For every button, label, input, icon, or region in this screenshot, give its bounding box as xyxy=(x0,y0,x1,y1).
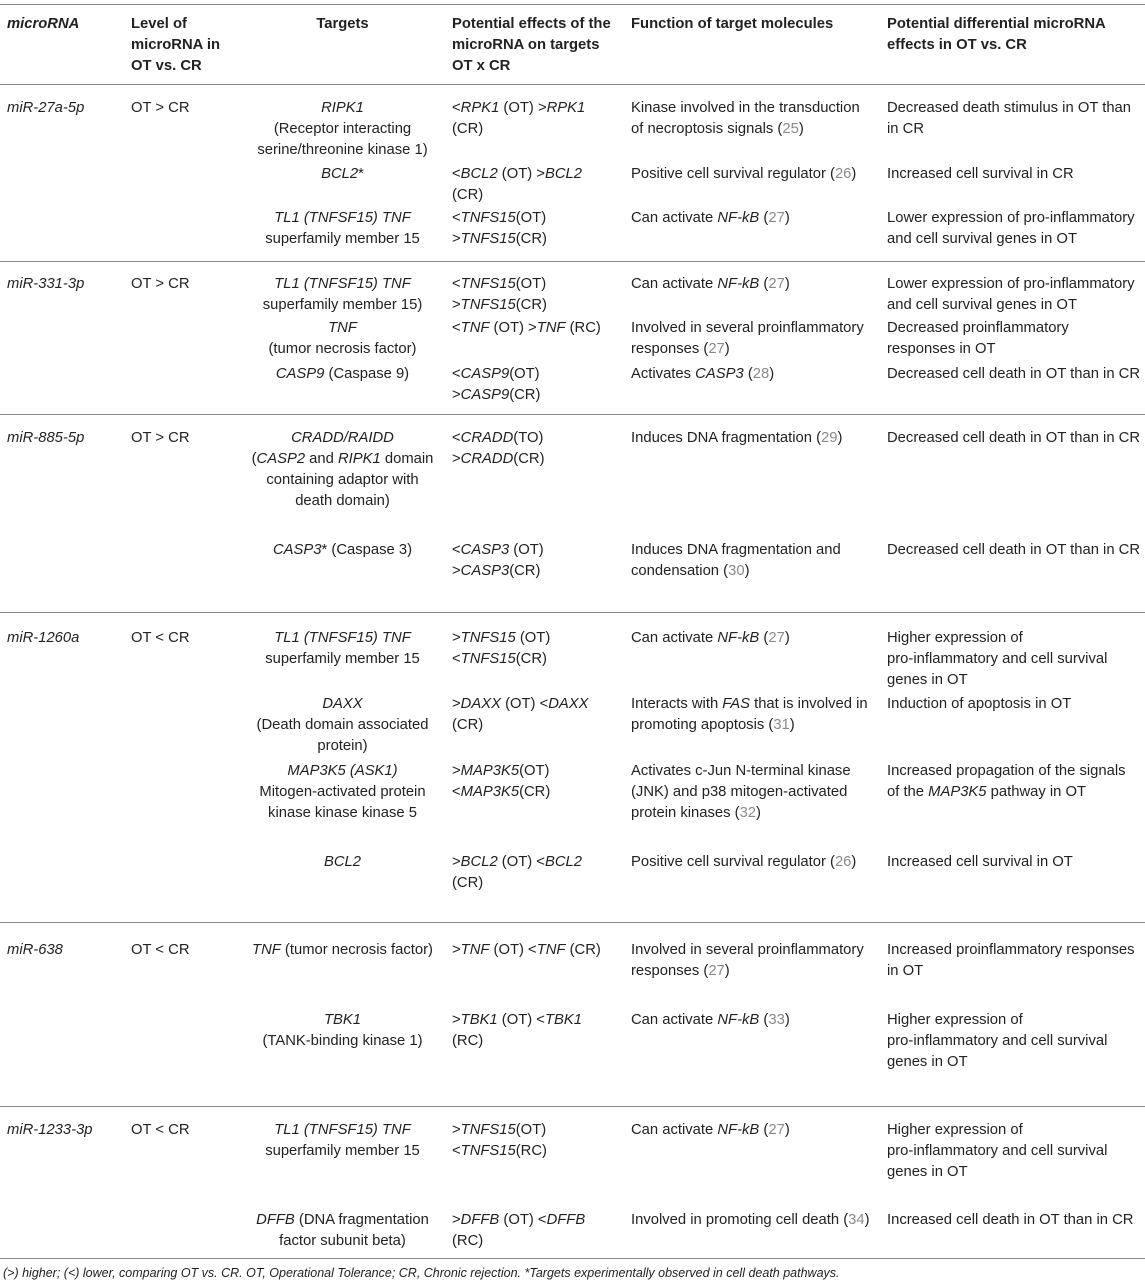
differential-effect-cell-line: in OT xyxy=(887,963,924,979)
differential-effect-cell xyxy=(887,98,1131,140)
function-cell-line: protein kinases (32) xyxy=(631,805,761,821)
function-cell-line: Involved in promoting cell death (34) xyxy=(631,1212,870,1228)
target-cell-line: CRADD/RAIDD xyxy=(291,430,394,446)
effect-cell-line: <CASP3 (OT) xyxy=(452,542,544,558)
target-cell-line: TL1 (TNFSF15) TNF xyxy=(274,210,411,226)
target-cell-line: MAP3K5 (ASK1) xyxy=(287,763,398,779)
reference-number: 27 xyxy=(768,276,785,292)
target-cell-line: containing adaptor with xyxy=(266,472,419,488)
target-cell-line: kinase kinase kinase 5 xyxy=(268,805,417,821)
differential-effect-cell xyxy=(887,274,1135,316)
effect-cell-line: >BCL2 (OT) <BCL2 xyxy=(452,854,582,870)
target-cell-line: superfamily member 15 xyxy=(265,651,420,667)
function-cell xyxy=(631,628,790,649)
target-cell-line: Mitogen-activated protein xyxy=(259,784,426,800)
reference-number: 28 xyxy=(752,366,770,382)
target-cell xyxy=(241,852,444,873)
function-cell-line: Induces DNA fragmentation (29) xyxy=(631,430,843,446)
differential-effect-cell-line: Decreased cell death in OT than in CR xyxy=(887,542,1141,558)
target-cell xyxy=(241,761,444,824)
differential-effect-cell-line: Decreased cell death in OT than in CR xyxy=(887,366,1141,382)
table-rule xyxy=(0,414,1145,415)
differential-effect-cell-line: Higher expression of xyxy=(887,630,1023,646)
differential-effect-cell xyxy=(887,540,1140,561)
differential-effect-cell xyxy=(887,364,1140,385)
differential-effect-cell xyxy=(887,428,1140,449)
function-cell xyxy=(631,940,864,982)
target-cell-line: BCL2 xyxy=(323,854,361,870)
target-cell-line: DAXX xyxy=(322,696,363,712)
table-rule xyxy=(0,922,1145,923)
differential-effect-cell-line: pro-inflammatory and cell survival xyxy=(887,1033,1108,1049)
function-cell-line: condensation (30) xyxy=(631,563,750,579)
effect-cell-line: (CR) xyxy=(452,717,484,733)
target-cell-line: TBK1 xyxy=(323,1012,361,1028)
reference-number: 31 xyxy=(773,717,790,733)
effect-cell xyxy=(452,628,550,670)
differential-effect-cell-line: Lower expression of pro-inflammatory xyxy=(887,210,1135,226)
differential-effect-cell-line: Decreased cell death in OT than in CR xyxy=(887,430,1141,446)
effect-cell xyxy=(452,940,601,961)
effect-cell xyxy=(452,1010,582,1052)
effect-cell-line: (RC) xyxy=(452,1033,484,1049)
effect-cell-line: >TNFS15 (OT) xyxy=(452,630,551,646)
function-cell-line: Involved in several proinflammatory xyxy=(631,942,864,958)
differential-effect-cell xyxy=(887,1010,1107,1073)
differential-effect-cell xyxy=(887,318,1069,360)
effect-cell-line: <TNF (OT) >TNF (RC) xyxy=(452,320,601,336)
target-cell xyxy=(241,628,444,670)
function-cell xyxy=(631,164,856,185)
effect-cell-line: <TNFS15(OT) xyxy=(452,210,547,226)
table-rule xyxy=(0,612,1145,613)
differential-effect-cell-line: genes in OT xyxy=(887,1054,968,1070)
microrna-name: miR-885-5p xyxy=(7,430,85,446)
reference-number: 29 xyxy=(821,430,838,446)
function-cell xyxy=(631,428,842,449)
effect-cell xyxy=(452,428,545,470)
differential-effect-cell-line: Increased proinflammatory responses xyxy=(887,942,1135,958)
effect-cell-line: <TNFS15(RC) xyxy=(452,1143,547,1159)
differential-effect-cell xyxy=(887,628,1107,691)
target-cell xyxy=(241,540,444,561)
function-cell-line: Activates c-Jun N-terminal kinase xyxy=(631,763,851,779)
differential-effect-cell-line: Decreased proinflammatory xyxy=(887,320,1069,336)
effect-cell-line: >DFFB (OT) <DFFB xyxy=(452,1212,586,1228)
function-cell-line: responses (27) xyxy=(631,963,730,979)
function-cell-line: of necroptosis signals (25) xyxy=(631,121,804,137)
target-cell-line: TL1 (TNFSF15) TNF xyxy=(274,276,411,292)
target-cell-line: protein) xyxy=(317,738,368,754)
reference-number: 25 xyxy=(782,121,799,137)
effect-cell-line: (CR) xyxy=(452,121,484,137)
target-cell xyxy=(241,164,444,185)
target-cell xyxy=(241,1010,444,1052)
effect-cell-line: >DAXX (OT) <DAXX xyxy=(452,696,589,712)
reference-number: 27 xyxy=(768,210,785,226)
effect-cell-line: (CR) xyxy=(452,875,484,891)
target-cell-line: DFFB (DNA fragmentation xyxy=(256,1212,429,1228)
microrna-name: miR-1233-3p xyxy=(7,1122,93,1138)
effect-cell-line: >TBK1 (OT) <TBK1 xyxy=(452,1012,582,1028)
header-effects: Potential effects of the microRNA on targets OT x CR xyxy=(452,16,611,74)
effect-cell-line: >MAP3K5(OT) xyxy=(452,763,550,779)
function-cell-line: Interacts with FAS that is involved in xyxy=(631,696,868,712)
differential-effect-cell-line: of the MAP3K5 pathway in OT xyxy=(887,784,1087,800)
effect-cell-line: <TNFS15(OT) xyxy=(452,276,547,292)
effect-cell xyxy=(452,1210,585,1252)
function-cell xyxy=(631,761,851,824)
target-cell xyxy=(241,940,444,961)
differential-effect-cell xyxy=(887,852,1073,873)
effect-cell-line: >TNFS15(OT) xyxy=(452,1122,547,1138)
differential-effect-cell xyxy=(887,208,1135,250)
target-cell-line: TL1 (TNFSF15) TNF xyxy=(274,630,411,646)
target-cell-line: RIPK1 xyxy=(321,100,364,116)
function-cell xyxy=(631,694,868,736)
effect-cell xyxy=(452,540,544,582)
reference-number: 32 xyxy=(739,805,757,821)
header-differential: Potential differential microRNA effects in OT vs. CR xyxy=(887,16,1106,53)
header-targets: Targets xyxy=(316,16,369,32)
function-cell-line: (JNK) and p38 mitogen-activated xyxy=(631,784,848,800)
target-cell-line: (CASP2 and RIPK1 domain xyxy=(251,451,434,467)
table-footnote: (>) higher; (<) lower, comparing OT vs. CR. OT, Operational Tolerance; CR, Chronic rejection. *Targets experimentally observed in cell death pathways. xyxy=(3,1266,840,1280)
microrna-name: miR-1260a xyxy=(7,630,80,646)
function-cell xyxy=(631,318,864,360)
target-cell-line: (tumor necrosis factor) xyxy=(268,341,417,357)
function-cell xyxy=(631,1210,870,1231)
effect-cell-line: (RC) xyxy=(452,1233,484,1249)
microrna-name: miR-638 xyxy=(7,942,63,958)
differential-effect-cell-line: genes in OT xyxy=(887,672,968,688)
target-cell-line: CASP9 (Caspase 9) xyxy=(275,366,410,382)
target-cell-line: superfamily member 15 xyxy=(265,231,420,247)
differential-effect-cell-line: and cell survival genes in OT xyxy=(887,297,1077,313)
reference-number: 33 xyxy=(768,1012,785,1028)
function-cell-line: Activates CASP3 (28) xyxy=(631,366,775,382)
target-cell-line: TNF xyxy=(328,320,357,336)
microrna-level: OT > CR xyxy=(131,430,190,446)
function-cell-line: Induces DNA fragmentation and xyxy=(631,542,841,558)
reference-number: 27 xyxy=(768,1122,785,1138)
target-cell xyxy=(241,364,444,385)
table-rule xyxy=(0,84,1145,85)
target-cell-line: superfamily member 15 xyxy=(265,1143,420,1159)
microrna-level: OT < CR xyxy=(131,942,190,958)
target-cell-line: BCL2* xyxy=(321,166,364,182)
differential-effect-cell-line: and cell survival genes in OT xyxy=(887,231,1077,247)
target-cell-line: TL1 (TNFSF15) TNF xyxy=(274,1122,411,1138)
effect-cell-line: <CRADD(TO) xyxy=(452,430,544,446)
differential-effect-cell-line: Higher expression of xyxy=(887,1122,1023,1138)
differential-effect-cell-line: Higher expression of xyxy=(887,1012,1023,1028)
target-cell xyxy=(241,98,444,161)
differential-effect-cell-line: Induction of apoptosis in OT xyxy=(887,696,1072,712)
table-rule xyxy=(0,1106,1145,1107)
function-cell xyxy=(631,98,860,140)
header-level: Level of microRNA in OT vs. CR xyxy=(131,16,221,74)
effect-cell-line: <CASP9(OT) xyxy=(452,366,540,382)
function-cell xyxy=(631,852,856,873)
function-cell-line: Can activate NF-kB (27) xyxy=(631,276,790,292)
microrna-name: miR-331-3p xyxy=(7,276,85,292)
effect-cell-line: >CASP3(CR) xyxy=(452,563,541,579)
header-microrna: microRNA xyxy=(7,16,80,32)
effect-cell-line: <TNFS15(CR) xyxy=(452,651,547,667)
target-cell-line: (TANK-binding kinase 1) xyxy=(262,1033,423,1049)
reference-number: 34 xyxy=(848,1212,865,1228)
table-rule xyxy=(0,4,1145,5)
effect-cell-line: (CR) xyxy=(452,187,484,203)
differential-effect-cell-line: Increased cell death in OT than in CR xyxy=(887,1212,1134,1228)
function-cell-line: Involved in several proinflammatory xyxy=(631,320,864,336)
target-cell xyxy=(241,1120,444,1162)
header-function: Function of target molecules xyxy=(631,16,834,32)
effect-cell xyxy=(452,761,550,803)
effect-cell-line: >CRADD(CR) xyxy=(452,451,545,467)
effect-cell xyxy=(452,164,582,206)
differential-effect-cell-line: Increased cell survival in CR xyxy=(887,166,1074,182)
differential-effect-cell-line: Increased propagation of the signals xyxy=(887,763,1126,779)
function-cell-line: promoting apoptosis (31) xyxy=(631,717,795,733)
differential-effect-cell-line: pro-inflammatory and cell survival xyxy=(887,651,1108,667)
effect-cell-line: <RPK1 (OT) >RPK1 xyxy=(452,100,586,116)
reference-number: 26 xyxy=(834,166,852,182)
differential-effect-cell xyxy=(887,164,1074,185)
target-cell-line: superfamily member 15) xyxy=(262,297,423,313)
function-cell-line: Can activate NF-kB (33) xyxy=(631,1012,790,1028)
target-cell-line: factor subunit beta) xyxy=(279,1233,406,1249)
effect-cell-line: >TNF (OT) <TNF (CR) xyxy=(452,942,601,958)
target-cell-line: CASP3* (Caspase 3) xyxy=(273,542,412,558)
function-cell-line: Can activate NF-kB (27) xyxy=(631,630,790,646)
reference-number: 27 xyxy=(708,341,725,357)
differential-effect-cell-line: Lower expression of pro-inflammatory xyxy=(887,276,1135,292)
target-cell xyxy=(241,694,444,757)
function-cell xyxy=(631,1010,790,1031)
function-cell-line: Kinase involved in the transduction xyxy=(631,100,860,116)
effect-cell xyxy=(452,318,601,339)
effect-cell xyxy=(452,694,589,736)
effect-cell xyxy=(452,852,582,894)
function-cell-line: Can activate NF-kB (27) xyxy=(631,1122,790,1138)
microrna-level: OT < CR xyxy=(131,1122,190,1138)
effect-cell xyxy=(452,364,540,406)
target-cell xyxy=(241,428,444,512)
differential-effect-cell-line: in CR xyxy=(887,121,924,137)
target-cell xyxy=(241,274,444,316)
effect-cell-line: >TNFS15(CR) xyxy=(452,297,547,313)
effect-cell-line: <BCL2 (OT) >BCL2 xyxy=(452,166,582,182)
table-rule xyxy=(0,261,1145,262)
target-cell-line: (Receptor interacting xyxy=(273,121,412,137)
function-cell xyxy=(631,1120,790,1141)
effect-cell xyxy=(452,98,585,140)
differential-effect-cell xyxy=(887,761,1126,803)
effect-cell-line: <MAP3K5(CR) xyxy=(452,784,551,800)
function-cell-line: Positive cell survival regulator (26) xyxy=(631,166,857,182)
differential-effect-cell xyxy=(887,694,1071,715)
reference-number: 27 xyxy=(708,963,725,979)
table-rule xyxy=(0,1258,1145,1259)
reference-number: 26 xyxy=(834,854,852,870)
target-cell xyxy=(241,318,444,360)
function-cell-line: Positive cell survival regulator (26) xyxy=(631,854,857,870)
function-cell-line: Can activate NF-kB (27) xyxy=(631,210,790,226)
target-cell-line: TNF (tumor necrosis factor) xyxy=(252,942,433,958)
differential-effect-cell xyxy=(887,1120,1107,1183)
effect-cell xyxy=(452,274,547,316)
microrna-level: OT < CR xyxy=(131,630,190,646)
target-cell xyxy=(241,1210,444,1252)
function-cell xyxy=(631,540,841,582)
differential-effect-cell xyxy=(887,1210,1133,1231)
reference-number: 30 xyxy=(728,563,745,579)
target-cell-line: (Death domain associated xyxy=(256,717,429,733)
differential-effect-cell-line: genes in OT xyxy=(887,1164,968,1180)
differential-effect-cell-line: Increased cell survival in OT xyxy=(887,854,1073,870)
differential-effect-cell-line: Decreased death stimulus in OT than xyxy=(887,100,1132,116)
effect-cell xyxy=(452,208,547,250)
effect-cell-line: >TNFS15(CR) xyxy=(452,231,547,247)
differential-effect-cell-line: responses in OT xyxy=(887,341,996,357)
function-cell xyxy=(631,274,790,295)
effect-cell xyxy=(452,1120,547,1162)
target-cell-line: death domain) xyxy=(295,493,390,509)
reference-number: 27 xyxy=(768,630,785,646)
function-cell xyxy=(631,364,774,385)
target-cell-line: serine/threonine kinase 1) xyxy=(257,142,428,158)
microrna-name: miR-27a-5p xyxy=(7,100,85,116)
function-cell xyxy=(631,208,790,229)
microrna-level: OT > CR xyxy=(131,276,190,292)
microrna-level: OT > CR xyxy=(131,100,190,116)
differential-effect-cell-line: pro-inflammatory and cell survival xyxy=(887,1143,1108,1159)
effect-cell-line: >CASP9(CR) xyxy=(452,387,541,403)
differential-effect-cell xyxy=(887,940,1135,982)
target-cell xyxy=(241,208,444,250)
function-cell-line: responses (27) xyxy=(631,341,730,357)
